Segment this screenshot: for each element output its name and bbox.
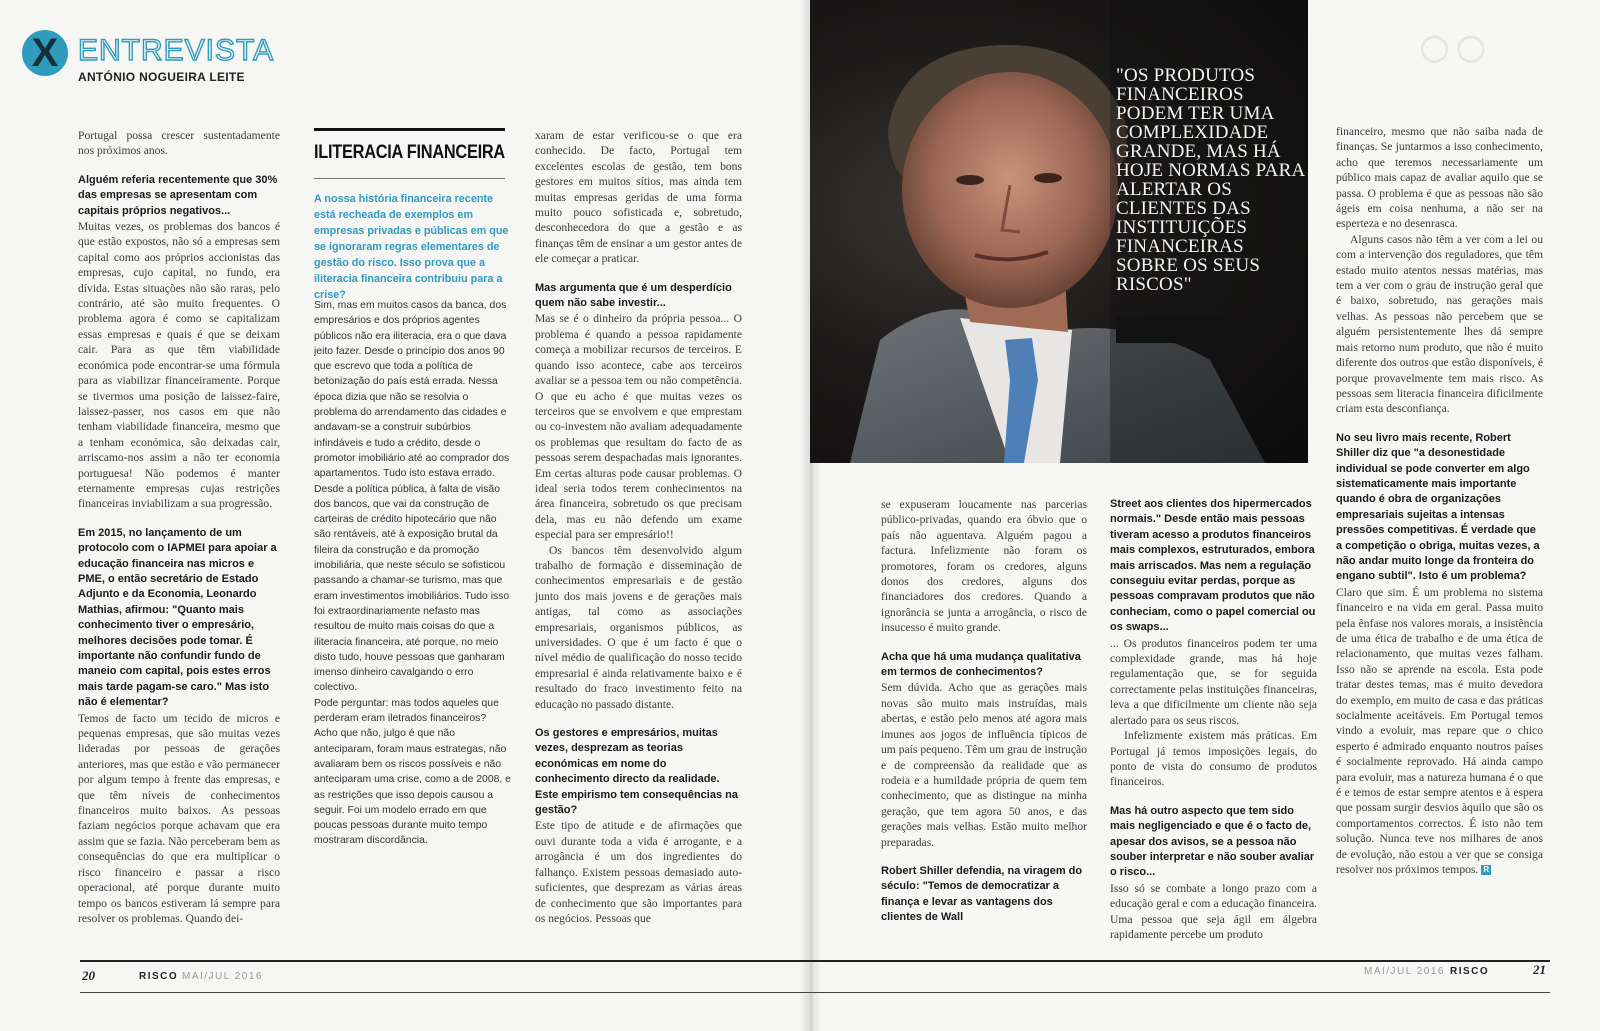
answer: Sem dúvida. Acho que as gerações mais novas são muito mais instruídas, mais abertas, e estão pelo menos até agora mais imunes aos jogos de influência típicos de um país pequeno. Têm um grau de instrução e de compreensão da realidade que as rodeia e a humildade própria de quem tem conhecimento, que as distingue na minha geração, que tem agora 50 anos, e das gerações mais velhas. Estão muito melhor preparadas. <box>881 681 1087 849</box>
question: Os gestores e empresários, muitas vezes, desprezam as teorias económicas em nome do conhecimento directo da realidade. Este empirismo tem consequências na gestão? <box>535 727 738 817</box>
footer-date: MAI/JUL 2016 <box>182 971 263 982</box>
answer <box>1336 585 1543 878</box>
footer-rule <box>810 960 1550 962</box>
show-through-ghost: ◯ ◯ <box>1420 32 1486 62</box>
right-column-2 <box>1110 497 1317 942</box>
footer-brand: RISCO <box>1450 966 1490 977</box>
answer: Sim, mas em muitos casos da banca, dos empresários e dos próprios agentes públicos não era iliteracia, era o que dava jeito fazer. Desde o princípio dos anos 90 que escrevo que toda a política de betonização do país está errada. Nessa época dizia que não se resolvia o problema do arrendamento das cidades e andavam-se a construir subúrbios infindáveis e tudo a crédito, desde o promotor imobiliário até ao comprador dos apartamentos. Tudo isto estava errado. Desde a política pública, à falta de visão dos bancos, que vai da construção de carteiras de crédito hipotecário que não são rentáveis, até à exposição brutal da fileira da construção e da promoção imobiliária, que neste século se sofisticou passando a chamar-se turismo, mas que eram investimentos imobiliários. Tudo isso foi extraordinariamente nefasto mas resultou de muito mais coisas do que a iliteracia financeira, até porque, no meio disto tudo, houve pessoas que ganharam imenso dinheiro cavalgando o erro colectivo. <box>314 300 510 694</box>
box-body <box>314 298 512 849</box>
answer: Os bancos têm desenvolvido algum trabalho de formação e disseminação de conhecimentos empresariais e de gestão junto dos mais jovens e de gerações mais antigas, tal como as associações empresariais, organismos públicos, as universidades. O que é um facto é que o nível médio de qualificação do nosso tecido empresarial é ainda relativamente baixo e é resultado do fraco investimento feito na educação no passado distante. <box>535 543 742 711</box>
paragraph: Portugal possa crescer sustentadamente nos próximos anos. <box>78 129 280 158</box>
answer: Este tipo de atitude e de afirmações que ouvi durante toda a vida é arrogante, e a arrogância é um dos ingredientes do falhanço. Existem pessoas demasiado auto-suficientes, que desprezam as várias áreas de conhecimento que são importantes para os negócios. Pessoas que <box>535 819 742 925</box>
box-lead-question: A nossa história financeira recente está recheada de exemplos em empresas privadas e públicas em que se ignoraram regras elementares de gestão do risco. Isso prova que a iliteracia financeira contribuiu para a crise? <box>314 193 509 301</box>
footer-brand: RISCO <box>139 971 179 982</box>
left-column-3 <box>535 128 742 926</box>
pull-quote: "OS PRODUTOS FINANCEIROS PODEM TER UMA COMPLEXIDADE GRANDE, MAS HÁ HOJE NORMAS PARA ALERTAR OS CLIENTES DAS INSTITUIÇÕES FINANCEIRAS SOBRE OS SEUS RISCOS" <box>1116 65 1305 295</box>
answer: Muitas vezes, os problemas dos bancos é que estão expostos, não só a empresas sem capital como aos próprios accionistas das empresas, cujo capital, no fundo, era dívida. Estas situações não são raras, pelo contrário, até são muito frequentes. O problema agora é como se capitalizam essas empresas e quais é que se deixam cair. Para as que têm viabilidade económica pode encontrar-se uma fórmula para as viabilizar financeiramente. Porque se tivermos uma posição de laissez-faire, laissez-passer, nos casos em que não tenham viabilidade financeira, mesmo que a tenham económica, são deixadas cair, arriscamo-nos assim a não ter economia portuguesa! Não podemos é manter eternamente empresas cujas restrições financeiras inviabilizam a sua progressão. <box>78 220 280 511</box>
answer: Alguns casos não têm a ver com a lei ou com a intervenção dos reguladores, que têm estado muito atentos nessas matérias, mas tem a ver com o grau de instrução geral que é baixo, sobretudo, nas gerações mais velhas. As pessoas não percebem que se alguém persistentemente lhes dá sempre mais retorno num produto, que não é muito diferente dos outros que estão disponíveis, é porque provavelmente tem mais risco. As pessoas sem literacia financeira dificilmente criam esta desconfiança. <box>1336 232 1543 416</box>
answer: Infelizmente existem más práticas. Em Portugal já temos imposições legais, do ponto de vista do consumo de produtos financeiros. <box>1110 729 1317 789</box>
footer-rule <box>80 992 815 993</box>
answer: Temos de facto um tecido de micros e pequenas empresas, que são muitas vezes lideradas por pessoas de gerações anteriores, mas que estão e vão permanecer por algum tempo à frente das empresas, e que têm níveis de conhecimentos financeiros muito baixos. As pessoas faziam negócios porque achavam que era assim que se fazia. Não perceberam bem as consequências do que era multiplicar o risco financeiro e passar a risco operacional, até porque durante muito tempo os bancos estiveram lá sempre para resolver os problemas. Quando dei- <box>78 711 280 925</box>
question: Em 2015, no lançamento de um protocolo com o IAPMEI para apoiar a educação financeira nas micros e PME, o então secretário de Estado Adjunto e da Economia, Leonardo Mathias, afirmou: "Quanto mais conhecimento tiver o empresário, melhores decisões pode tomar. É importante não confundir fundo de maneio com capital, pois estes erros mais tarde pagam-se caro." Mas isto não é elementar? <box>78 526 277 709</box>
box-title: ILITERACIA FINANCEIRA <box>314 142 505 163</box>
pull-quote-bar <box>1116 316 1236 343</box>
paragraph: se expuseram loucamente nas parcerias público-privadas, quando era óbvio que o país não aguentava. Alguém pagou a factura. Infelizmente não foram os promotores, foram os credores, alguns donos dos credores, alguns dos financiadores dos credores. Quando a ignorância se junta a arrogância, o risco de insucesso é muito grande. <box>881 498 1087 635</box>
page-number: 21 <box>1533 962 1546 977</box>
section-title: ENTREVISTA <box>78 34 275 67</box>
question: Mas há outro aspecto que tem sido mais negligenciado e que é o facto de, apesar dos avisos, se a pessoa não souber interpretar e não souber avaliar o risco... <box>1110 804 1315 879</box>
footer-rule <box>810 992 1550 993</box>
page-number: 20 <box>82 968 95 983</box>
answer: ... Os produtos financeiros podem ter uma complexidade grande, mas há hoje regulamentação que, se for seguida correctamente pelas instituições financeiras, leva a que dificilmente um cliente não seja alertado para os seus riscos. <box>1110 636 1317 727</box>
answer: Mas se é o dinheiro da própria pessoa... O problema é quando a pessoa rapidamente começa a mobilizar recursos de terceiros. E quando isso acontece, cabe aos terceiros avaliar se a pessoa tem ou não competência. O que eu acho é que muitas vezes os terceiros que se envolvem e que emprestam ou co-investem não avaliam adequadamente os problemas que resultam do facto de as pessoas serem despachadas mais ignorantes. Em certas alturas pode causar problemas. O ideal seria todos terem conhecimentos na área financeira, sobretudo os que precisam dela, mas eu não defendo um exame especial para ser empresário!! <box>535 312 742 542</box>
question: Acha que há uma mudança qualitativa em termos de conhecimentos? <box>881 650 1081 679</box>
footer-rule <box>80 960 815 962</box>
interviewee-name: ANTÓNIO NOGUEIRA LEITE <box>78 70 245 84</box>
paragraph: financeiro, mesmo que não saiba nada de finanças. Se juntarmos a isso conhecimento, acho que teremos necessariamente um público mais capaz de avaliar aquilo que se passa. O problema é que as pessoas não são ágeis em coisa nenhuma, a não ser na esperteza e no desenrasca. <box>1336 125 1543 231</box>
answer: Pode perguntar: mas todos aqueles que perderam eram iletrados financeiros? Acho que não, julgo é que não anteciparam, foram maus estrategas, não avaliaram bem os riscos possíveis e não anteciparam uma crise, como a de 2008, e as restrições que isso depois causou a seguir. Foi um modelo errado em que poucas pessoas durante muito tempo mostraram discordância. <box>314 697 511 847</box>
paragraph: xaram de estar verificou-se o que era conhecido. De facto, Portugal tem excelentes escolas de gestão, tem bons gestores em muitos sítios, mas ainda tem muitas empresas geridas de uma forma muito pouco sofisticada e, sobretudo, desconhecedora do que a gestão e as finanças têm de ensinar a um gestor antes de ele começar a praticar. <box>535 129 742 266</box>
left-column-1 <box>78 128 280 926</box>
question: Alguém referia recentemente que 30% das empresas se apresentam com capitais próprios negativos... <box>78 173 278 217</box>
footer-date: MAI/JUL 2016 <box>1364 966 1445 977</box>
question: Street aos clientes dos hipermercados normais." Desde então mais pessoas tiveram acesso a produtos financeiros mais complexos, estruturados, embora mais arriscados. Mas nem a regulação conseguiu evitar perdas, porque as pessoas compravam produtos que não conheciam, como o papel comercial ou os swaps... <box>1110 498 1316 634</box>
question: No seu livro mais recente, Robert Shiller diz que "a desonestidade individual se pode converter em algo sistematicamente mais importante quando é obra de organizações empresariais sujeitas a intensas pressões competitivas. É verdade que a competição o obriga, muitas vezes, a não andar muito longe da fronteira do engano subtil". Isto é um problema? <box>1336 431 1540 583</box>
right-column-1 <box>881 497 1087 926</box>
question: Mas argumenta que é um desperdício quem não sabe investir... <box>535 281 732 310</box>
question: Robert Shiller defendia, na viragem do século: "Temos de democratizar a finança e levar as vantagens dos clientes de Wall <box>881 864 1083 924</box>
answer-text: Claro que sim. É um problema no sistema financeiro e na vida em geral. Passa muito pela ênfase nos valores morais, a insistência de uma ética de trabalho e de uma ética de relacionamento, que muitas vezes falham. Isso não se aprende na escola. Esta pode tratar destes temas, mas é muito devedora do exemplo, em muito de casa e das práticas socialmente aceitáveis. Em Portugal temos vindo a evoluir, mas repare que o chico esperto é admirado enquanto noutros países é socialmente reprovado. Há ainda campo para evoluir, mas a natureza humana é o que é e temos de estar sempre atentos e à espera que possam surgir desvios àquilo que são os comportamentos correctos. É isto não tem solução. Nunca teve nos milhares de anos de evolução, não estou a ver que se consiga resolver nos próximos tempos. <box>1336 585 1543 877</box>
box-top-rule <box>314 128 505 131</box>
box-divider <box>314 178 505 179</box>
answer: Isso só se combate a longo prazo com a educação geral e com a educação financeira. Uma pessoa que seja ágil em álgebra rapidamente percebe um produto <box>1110 881 1317 941</box>
section-logo-icon: X <box>22 30 68 76</box>
end-mark-icon: R <box>1481 865 1491 875</box>
right-column-3 <box>1336 124 1543 878</box>
